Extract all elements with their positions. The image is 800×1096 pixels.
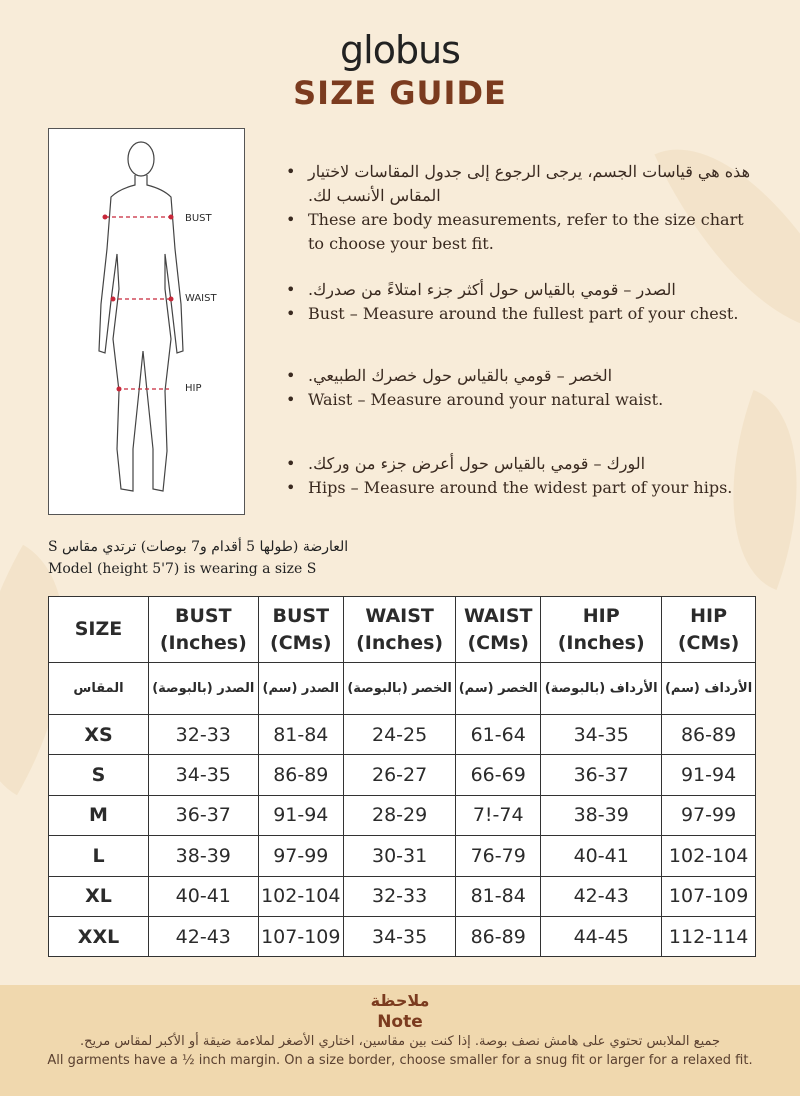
model-info-ar: العارضة (طولها 5 أقدام و7 بوصات) ترتدي مقاس S bbox=[48, 539, 349, 555]
header-waist-inches: WAIST (Inches) bbox=[344, 597, 456, 663]
measurement-cell: 34-35 bbox=[149, 755, 259, 795]
size-cell: M bbox=[49, 795, 149, 835]
instruction-waist bbox=[286, 364, 756, 412]
instruction-hips bbox=[286, 452, 756, 500]
measurement-cell: 40-41 bbox=[149, 876, 259, 916]
instruction-ar: • الورك – قومي بالقياس حول أعرض جزء من وركك. bbox=[286, 452, 756, 476]
measurement-cell: 91-94 bbox=[662, 755, 756, 795]
brand-logo: globus bbox=[340, 28, 460, 72]
note-section bbox=[0, 985, 800, 1096]
size-cell: S bbox=[49, 755, 149, 795]
measurement-cell: 86-89 bbox=[258, 755, 343, 795]
measurement-cell: 66-69 bbox=[456, 755, 541, 795]
header-waist-cm: WAIST (CMs) bbox=[456, 597, 541, 663]
measurement-cell: 102-104 bbox=[662, 836, 756, 876]
measurement-cell: 24-25 bbox=[344, 715, 456, 755]
bust-label: BUST bbox=[185, 213, 212, 224]
measurement-cell: 32-33 bbox=[149, 715, 259, 755]
measurement-instructions bbox=[286, 160, 756, 522]
measurement-cell: 102-104 bbox=[258, 876, 343, 916]
instruction-en: • Hips – Measure around the widest part of your hips. bbox=[286, 476, 756, 500]
measurement-cell: 86-89 bbox=[662, 715, 756, 755]
table-row bbox=[49, 755, 756, 795]
header-ar: الصدر (سم) bbox=[258, 663, 343, 715]
instruction-ar: • هذه هي قياسات الجسم، يرجى الرجوع إلى جدول المقاسات لاختيار المقاس الأنسب لك. bbox=[286, 160, 756, 208]
measurement-cell: 38-39 bbox=[541, 795, 662, 835]
note-text-en: All garments have a ½ inch margin. On a size border, choose smaller for a snug fit or larger for a relaxed fit. bbox=[47, 1053, 753, 1068]
size-cell: L bbox=[49, 836, 149, 876]
measurement-cell: 42-43 bbox=[149, 916, 259, 956]
header-bust-inches: BUST (Inches) bbox=[149, 597, 259, 663]
note-title-en: Note bbox=[377, 1012, 423, 1032]
header-size: SIZE bbox=[49, 597, 149, 663]
instruction-en: • Waist – Measure around your natural waist. bbox=[286, 388, 756, 412]
measurement-cell: 97-99 bbox=[662, 795, 756, 835]
measurement-cell: 81-84 bbox=[258, 715, 343, 755]
header-ar: الخصر (بالبوصة) bbox=[344, 663, 456, 715]
table-row bbox=[49, 715, 756, 755]
table-row bbox=[49, 836, 756, 876]
header-ar: الصدر (بالبوصة) bbox=[149, 663, 259, 715]
table-row bbox=[49, 876, 756, 916]
measurement-cell: 30-31 bbox=[344, 836, 456, 876]
table-row bbox=[49, 916, 756, 956]
measurement-cell: 76-79 bbox=[456, 836, 541, 876]
instruction-ar: • الصدر – قومي بالقياس حول أكثر جزء امتلاءً من صدرك. bbox=[286, 278, 756, 302]
measurement-cell: 34-35 bbox=[344, 916, 456, 956]
page-title: SIZE GUIDE bbox=[293, 74, 507, 112]
instruction-bust bbox=[286, 278, 756, 326]
table-row bbox=[49, 795, 756, 835]
measurement-cell: 34-35 bbox=[541, 715, 662, 755]
header-ar: الأرداف (بالبوصة) bbox=[541, 663, 662, 715]
header-row bbox=[49, 597, 756, 663]
body-silhouette-icon bbox=[49, 129, 246, 516]
instruction-general bbox=[286, 160, 756, 256]
instruction-ar: • الخصر – قومي بالقياس حول خصرك الطبيعي. bbox=[286, 364, 756, 388]
measurement-cell: 44-45 bbox=[541, 916, 662, 956]
measurement-cell: 91-94 bbox=[258, 795, 343, 835]
header-bust-cm: BUST (CMs) bbox=[258, 597, 343, 663]
header-ar: المقاس bbox=[49, 663, 149, 715]
measurement-cell: 40-41 bbox=[541, 836, 662, 876]
measurement-cell: 107-109 bbox=[662, 876, 756, 916]
measurement-cell: 97-99 bbox=[258, 836, 343, 876]
model-info bbox=[48, 536, 348, 580]
header-hip-cm: HIP (CMs) bbox=[662, 597, 756, 663]
model-info-en: Model (height 5'7) is wearing a size S bbox=[48, 561, 317, 577]
note-title-ar: ملاحظة bbox=[370, 991, 430, 1010]
note-text-ar: جميع الملابس تحتوي على هامش نصف بوصة. إذا كنت بين مقاسين، اختاري الأصغر لملاءمة ضيقة أو الأكبر لمقاس مريح. bbox=[79, 1034, 721, 1049]
measurement-cell: 32-33 bbox=[344, 876, 456, 916]
measurement-cell: 42-43 bbox=[541, 876, 662, 916]
waist-label: WAIST bbox=[185, 293, 217, 304]
measurement-cell: 61-64 bbox=[456, 715, 541, 755]
header-row-arabic bbox=[49, 663, 756, 715]
hip-label: HIP bbox=[185, 383, 202, 394]
measurement-cell: 28-29 bbox=[344, 795, 456, 835]
header-hip-inches: HIP (Inches) bbox=[541, 597, 662, 663]
size-cell: XXL bbox=[49, 916, 149, 956]
size-cell: XL bbox=[49, 876, 149, 916]
measurement-cell: 112-114 bbox=[662, 916, 756, 956]
measurement-cell: 38-39 bbox=[149, 836, 259, 876]
measurement-cell: 86-89 bbox=[456, 916, 541, 956]
measurement-cell: 36-37 bbox=[149, 795, 259, 835]
measurement-cell: 36-37 bbox=[541, 755, 662, 795]
size-cell: XS bbox=[49, 715, 149, 755]
measurement-cell: 26-27 bbox=[344, 755, 456, 795]
measurement-cell: 107-109 bbox=[258, 916, 343, 956]
instruction-en: • These are body measurements, refer to the size chart to choose your best fit. bbox=[286, 208, 756, 256]
measurement-cell: 81-84 bbox=[456, 876, 541, 916]
header-ar: الخصر (سم) bbox=[456, 663, 541, 715]
size-chart-table bbox=[48, 596, 756, 957]
body-measurement-figure bbox=[48, 128, 245, 515]
measurement-cell: 7!-74 bbox=[456, 795, 541, 835]
header-ar: الأرداف (سم) bbox=[662, 663, 756, 715]
instruction-en: • Bust – Measure around the fullest part of your chest. bbox=[286, 302, 756, 326]
